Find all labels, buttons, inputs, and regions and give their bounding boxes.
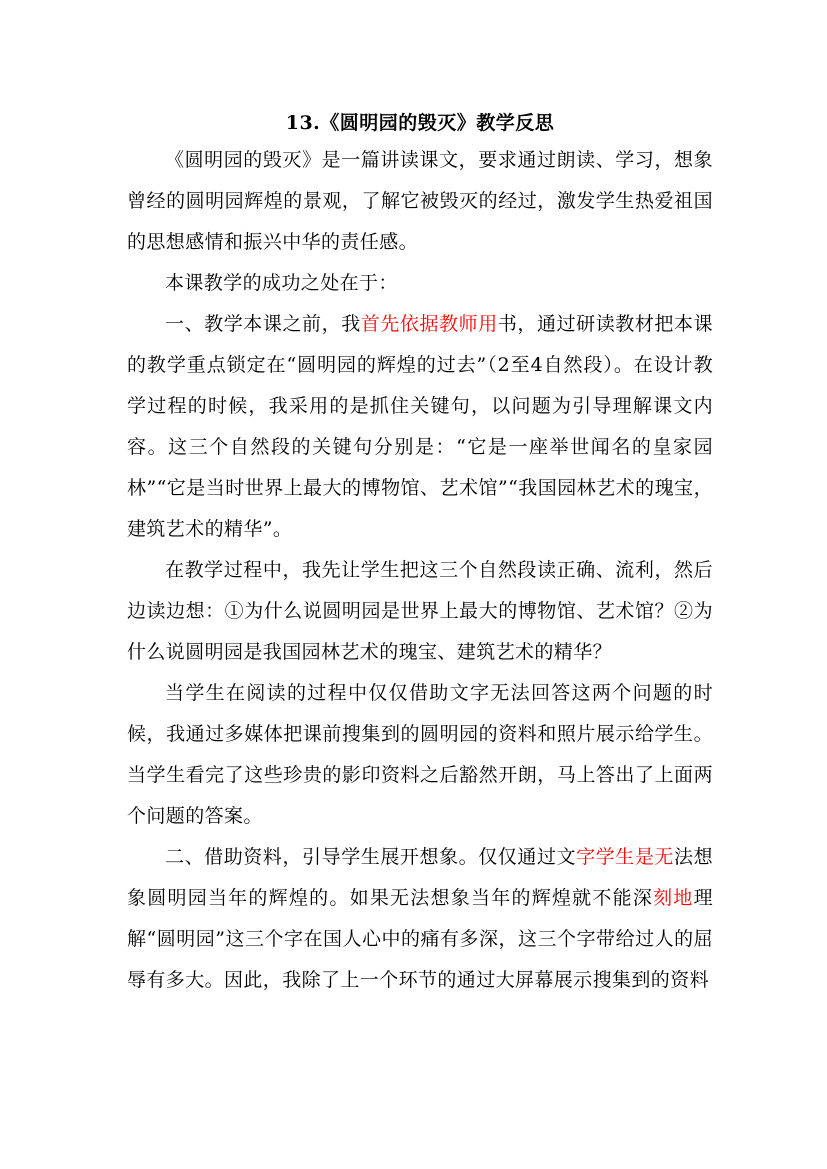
paragraph-teaching-process	[127, 550, 713, 673]
paragraph-text: 理解“圆明园”这三个字在国人心中的痛有多深，这三个字带给过人的屈辱有多大。因此，我除了上一个环节的通过大屏幕展示搜集到的资料	[127, 887, 713, 991]
paragraph-text: 当学生在阅读的过程中仅仅借助文字无法回答这两个问题的时候，我通过多媒体把课前搜集到的圆明园的资料和照片展示给学生。当学生看完了这些珍贵的影印资料之后豁然开朗，马上答出了上面两个问题的答案。	[127, 682, 713, 827]
document-page	[127, 108, 713, 1001]
paragraph-text: 书，通过研读教材把本课的教学重点锁定在“圆明园的辉煌的过去”（2至4自然段）。在设计教学过程的时候，我采用的是抓住关键句，以问题为引导理解课文内容。这三个自然段的关键句分别是：“它是一座举世闻名的皇家园林”“它是当时世界上最大的博物馆、艺术馆”“我国园林艺术的瑰宝，建筑艺术的精华”。	[127, 313, 713, 540]
paragraph-multimedia	[127, 673, 713, 837]
paragraph-text: 二、借助资料，引导学生展开想象。仅仅通过文	[165, 846, 577, 868]
paragraph-text: 本课教学的成功之处在于：	[165, 272, 398, 294]
paragraph-text: 法想象圆明园当年的辉煌的。如果无法想象当年的辉煌就不能深	[127, 846, 713, 909]
paragraph-success-lead	[127, 263, 713, 304]
paragraph-text: 一、教学本课之前，我	[165, 313, 361, 335]
highlighted-text: 首先依据教师用	[360, 313, 498, 335]
paragraph-point-two	[127, 837, 713, 1001]
paragraph-text: 《圆明园的毁灭》是一篇讲读课文，要求通过朗读、学习，想象曾经的圆明园辉煌的景观，了解它被毁灭的经过，激发学生热爱祖国的思想感情和振兴中华的责任感。	[127, 149, 713, 253]
paragraph-text: 在教学过程中，我先让学生把这三个自然段读正确、流利，然后边读边想：①为什么说圆明园是世界上最大的博物馆、艺术馆？②为什么说圆明园是我国园林艺术的瑰宝、建筑艺术的精华？	[127, 559, 713, 663]
highlighted-text: 字学生是无	[576, 846, 674, 868]
highlighted-text: 刻地	[653, 887, 694, 909]
document-title: 13.《圆明园的毁灭》教学反思	[285, 112, 555, 134]
paragraph-point-one	[127, 304, 713, 550]
paragraph-intro	[127, 140, 713, 263]
